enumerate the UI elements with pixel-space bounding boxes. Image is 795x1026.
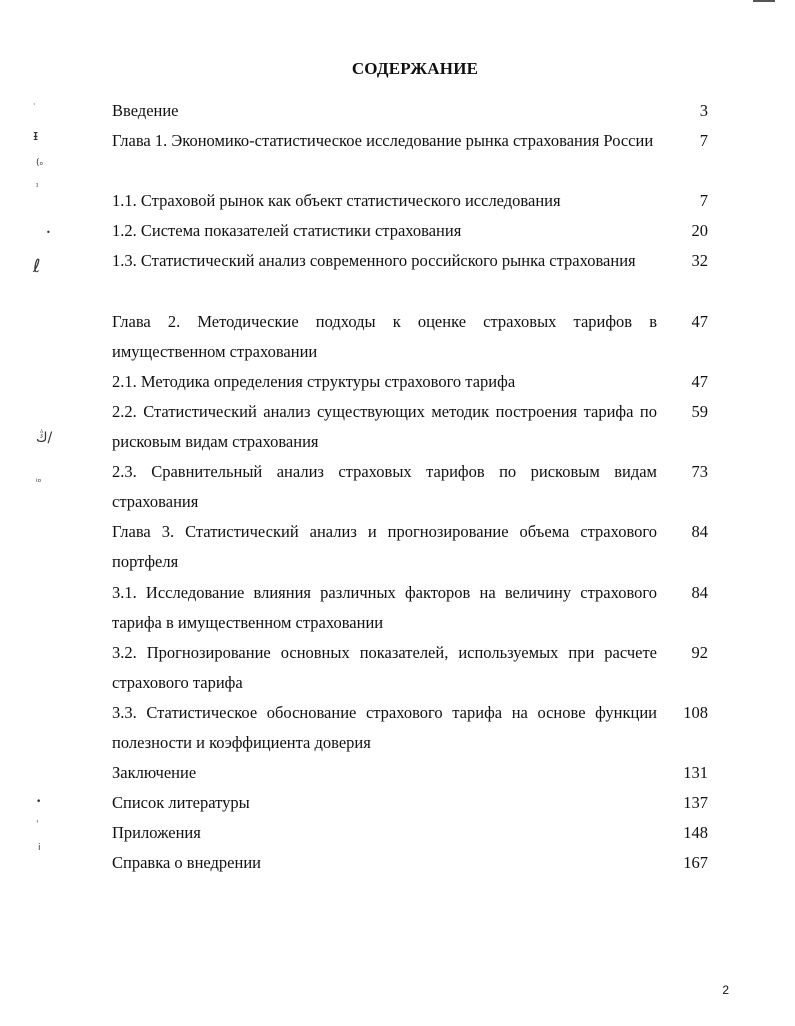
toc-entry-page: 137 <box>683 793 708 812</box>
toc-entry-page: 92 <box>691 643 708 662</box>
toc-entry-text: Справка о внедрении <box>112 853 261 872</box>
scan-artifact: (ₒ <box>36 158 44 168</box>
toc-entry-page: 59 <box>691 402 708 421</box>
toc-entry <box>112 788 712 818</box>
scan-artifact: • <box>36 797 42 807</box>
toc-entry <box>112 848 712 878</box>
toc-entry-text: 2.3. Сравнительный анализ страховых тарифов по рисковым видам страхования <box>112 462 657 511</box>
scan-artifact: ڭ/ <box>36 430 53 446</box>
toc-entry <box>112 367 712 397</box>
toc-entry <box>112 96 712 126</box>
toc-entry-page: 148 <box>683 823 708 842</box>
toc-entry-text: 2.2. Статистический анализ существующих методик построения тарифа по рисковым видам страхования <box>112 402 657 451</box>
scan-artifact <box>753 0 775 2</box>
page-number: 2 <box>722 983 729 997</box>
toc-entry-text: 1.1. Страховой рынок как объект статистического исследования <box>112 191 561 210</box>
toc-entry-text: Заключение <box>112 763 197 782</box>
scan-artifact: ˈ <box>36 820 39 830</box>
toc-entry-page: 73 <box>691 462 708 481</box>
toc-entry <box>112 758 712 788</box>
toc-entry-text: 1.2. Система показателей статистики страхования <box>112 221 462 240</box>
toc-entry-text: 3.1. Исследование влияния различных факторов на величину страхового тарифа в имущественном страховании <box>112 583 657 632</box>
toc-entry-page: 7 <box>699 191 708 210</box>
toc-entry <box>112 126 712 156</box>
scan-artifact: • <box>46 228 51 237</box>
toc-entry-page: 20 <box>691 221 708 240</box>
toc-entry <box>112 307 712 367</box>
scan-artifact: ⅰ <box>38 843 41 853</box>
toc-entry-text: 1.3. Статистический анализ современного российского рынка страхования <box>112 251 636 270</box>
scan-artifact: · <box>33 100 36 109</box>
toc-entry-text: 2.1. Методика определения структуры страхового тарифа <box>112 372 516 391</box>
toc-entry-page: 84 <box>691 583 708 602</box>
scan-artifact: ᵻ <box>33 128 39 144</box>
toc-entry-text: Список литературы <box>112 793 250 812</box>
page-title: СОДЕРЖАНИЕ <box>351 59 479 78</box>
toc-entry-text: 3.2. Прогнозирование основных показателей, используемых при расчете страхового тарифа <box>112 643 657 692</box>
toc-entry-page: 32 <box>691 251 708 270</box>
toc-entry-page: 47 <box>691 312 708 331</box>
toc-entry <box>112 517 712 577</box>
toc-entry-page: 7 <box>699 131 708 150</box>
toc-entry <box>112 246 712 276</box>
toc-entry-text: Глава 1. Экономико-статистическое исследование рынка страхования России <box>112 131 654 150</box>
toc-entry <box>112 457 712 517</box>
scan-artifact: ᶦ <box>36 182 39 193</box>
toc-entry-text: Приложения <box>112 823 201 842</box>
toc-entry <box>112 638 712 698</box>
toc-entry-page: 108 <box>683 703 708 722</box>
scan-artifact: ᵢₒ <box>36 475 42 485</box>
toc-entry <box>112 186 712 216</box>
toc-entry-page: 131 <box>683 763 708 782</box>
toc-entry-page: 84 <box>691 522 708 541</box>
toc-entry-text: Введение <box>112 101 179 120</box>
scan-artifact: ℓ <box>33 256 41 277</box>
toc-entry <box>112 397 712 457</box>
toc-entry <box>112 818 712 848</box>
toc-entry-text: Глава 3. Статистический анализ и прогнозирование объема страхового портфеля <box>112 522 657 571</box>
toc-entry-page: 167 <box>683 853 708 872</box>
toc-entry <box>112 698 712 758</box>
toc-entry-text: 3.3. Статистическое обоснование страхового тарифа на основе функции полезности и коэффициента доверия <box>112 703 657 752</box>
toc-entry-page: 3 <box>699 101 708 120</box>
toc-entry-text: Глава 2. Методические подходы к оценке страховых тарифов в имущественном страховании <box>112 312 657 361</box>
toc-entry-page: 47 <box>691 372 708 391</box>
toc-entry <box>112 216 712 246</box>
toc-entry <box>112 578 712 638</box>
